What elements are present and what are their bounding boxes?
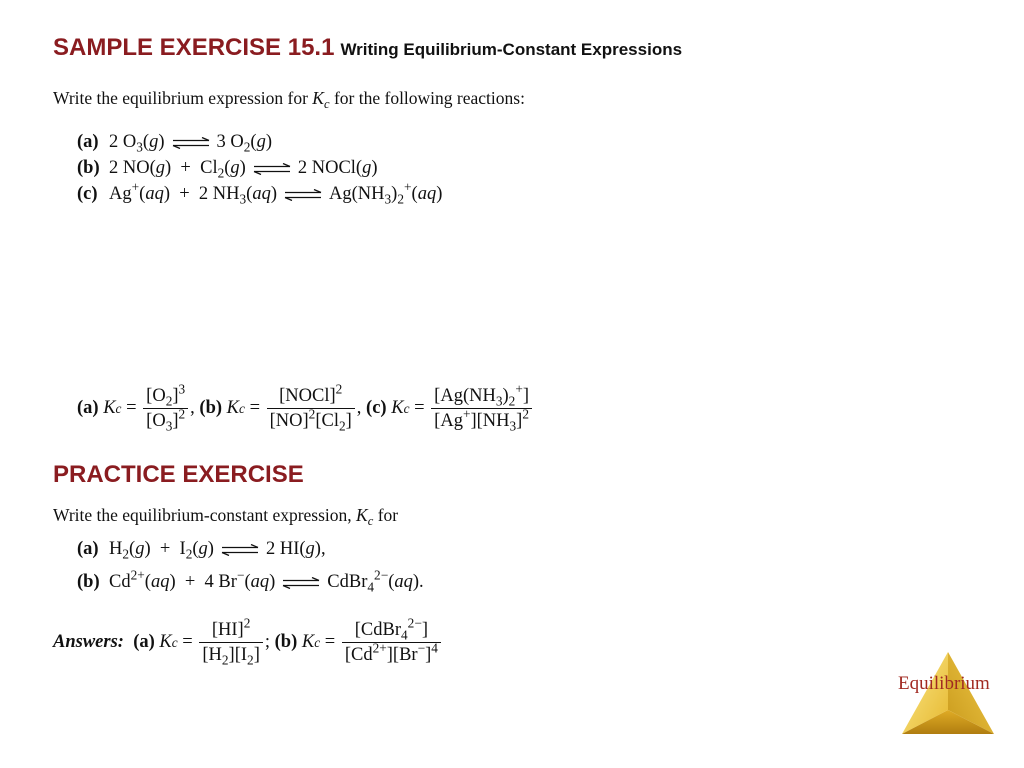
- reaction-a: (a) 2 $O_3(g)$ 3 $O_2(g)$: [77, 132, 272, 155]
- kc-fraction-c: $\frac{[Ag(NH_3)_2^+]}{[Ag^+][NH_3]^2}$: [431, 387, 532, 430]
- equilibrium-arrow-icon: [252, 163, 292, 175]
- sample-answers: (a) K c = $\frac{[O_2]^3}{[O_3]^2}$ , (b) K c = $\frac{[NOCl]^2}{[NO]^2[Cl_2]}$ , (c) K c = $\frac{[Ag(NH_3)_2^+]}{[Ag^+][NH_3]^2}$: [77, 387, 534, 430]
- equilibrium-arrow-icon: [171, 137, 211, 149]
- practice-reaction-a: (a) $H_2(g) + I_2(g)$ 2 HI(g),: [77, 539, 326, 562]
- practice-exercise-title: PRACTICE EXERCISE: [53, 461, 304, 488]
- equilibrium-arrow-icon: [283, 189, 323, 201]
- reaction-c: (c) Ag+(aq) + 2 $NH_3(aq)$ $Ag(NH_3)_2^+(aq)$: [77, 179, 443, 207]
- kc-fraction-a: $\frac{[O_2]^3}{[O_3]^2}$: [143, 387, 188, 430]
- kc-fraction-b: $\frac{[NOCl]^2}{[NO]^2[Cl_2]}$: [267, 387, 355, 430]
- sample-exercise-heading: [53, 34, 682, 62]
- sample-exercise-subtitle: Writing Equilibrium-Constant Expressions: [340, 40, 683, 59]
- practice-reaction-b: (b) $Cd^{2+}(aq) + 4$ Br−(aq) CdBr$_4^{2-}$(aq).: [77, 567, 424, 595]
- sample-exercise-title: SAMPLE EXERCISE 15.1: [53, 34, 335, 61]
- sample-intro: Write the equilibrium expression for $K_c$ for the following reactions:: [53, 88, 525, 112]
- equilibrium-arrow-icon: [281, 577, 321, 589]
- practice-intro: Write the equilibrium-constant expression, $K_c$ for: [53, 505, 399, 529]
- practice-answers: Answers: (a) K c = $\frac{[HI]^2}{[H_2][I_2]}$ ; (b) K c = $\frac{[CdBr_4^{2-}]}{[Cd^{2+}][Br^-]^4}$: [53, 621, 443, 664]
- equilibrium-logo-label: Equilibrium: [898, 673, 990, 694]
- practice-kc-fraction-b: $\frac{[CdBr_4^{2-}]}{[Cd^{2+}][Br^-]^4}$: [342, 621, 441, 664]
- practice-kc-fraction-a: $\frac{[HI]^2}{[H_2][I_2]}$: [199, 621, 263, 664]
- reaction-b: (b) 2 $NO(g) + Cl_2(g)$ 2 NOCl(g): [77, 158, 378, 181]
- equilibrium-arrow-icon: [220, 544, 260, 556]
